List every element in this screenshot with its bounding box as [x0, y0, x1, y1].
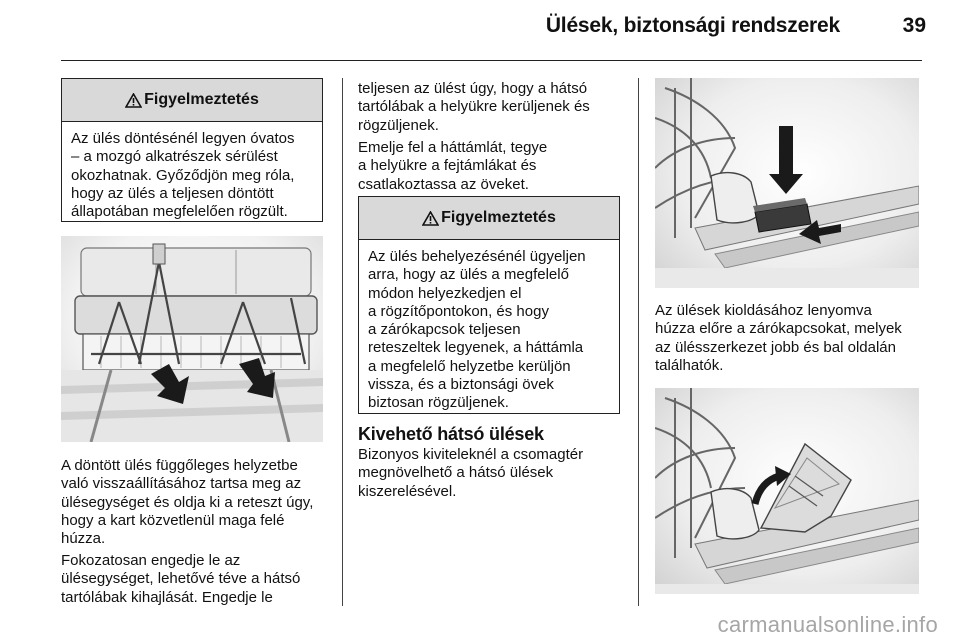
warning-line: vissza, és a biztonsági övek	[368, 376, 554, 394]
warning-line: Az ülés döntésénél legyen óvatos	[71, 130, 295, 147]
warning-triangle-icon	[422, 211, 439, 226]
warning-line: állapotában megfelelően rögzült.	[71, 203, 288, 221]
warning-line: a rögzítőpontokon, és hogy	[368, 302, 549, 320]
warning-line: okozhatnak. Győződjön meg róla,	[71, 166, 295, 184]
page-number: 39	[902, 14, 926, 37]
warning-label: Figyelmeztetés	[144, 91, 259, 108]
warning-line: Az ülés behelyezésénél ügyeljen	[368, 248, 586, 265]
paragraph-return-upright: A döntött ülés függőleges helyzetbe való visszaállításához tartsa meg az ülésegységet és oldja ki a reteszt úgy, hogy a kart közvetlenül maga felé húzza.	[61, 457, 314, 548]
warning-line: – a mozgó alkatrészek sérülést	[71, 148, 278, 166]
paragraph-removable-seats: Bizonyos kiviteleknél a csomagtér megnövelhető a hátsó ülések kiszerelésével.	[358, 446, 584, 500]
warning-line: módon helyezkedjen el	[368, 284, 522, 302]
paragraph-release-latches: Az ülések kioldásához lenyomva húzza előre a zárókapcsokat, melyek az ülésszerkezet jobb és bal oldalán találhatók.	[655, 302, 902, 374]
figure-seat-unit-tilt	[61, 236, 323, 442]
warning-header	[359, 197, 619, 240]
figure-latch-release	[655, 78, 919, 288]
column-divider-1	[342, 78, 343, 606]
page-header-title: Ülések, biztonsági rendszerek	[545, 14, 840, 37]
warning-line: reteszeltek legyenek, a háttámla	[368, 339, 584, 357]
warning-body	[359, 240, 619, 413]
warning-line: arra, hogy az ülés a megfelelő	[368, 266, 569, 284]
warning-line: a zárókapcsok teljesen	[368, 321, 521, 339]
warning-box-seat-tilting	[61, 78, 323, 222]
paragraph-continue-lower: teljesen az ülést úgy, hogy a hátsó tartólábak a helyükre kerüljenek és rögzüljenek.	[358, 80, 590, 134]
warning-line: a megfelelő helyzetbe kerüljön	[368, 357, 571, 375]
warning-body	[62, 122, 322, 221]
paragraph-lower-seat: Fokozatosan engedje le az ülésegységet, lehetővé téve a hátsó tartólábak kihajlását. Engedje le	[61, 552, 301, 606]
warning-label: Figyelmeztetés	[441, 209, 556, 226]
warning-line: biztosan rögzüljenek.	[368, 394, 509, 412]
header-rule	[61, 60, 922, 61]
warning-line: hogy az ülés a teljesen döntött	[71, 184, 274, 202]
warning-triangle-icon	[125, 93, 142, 108]
paragraph-raise-backrest: Emelje fel a háttámlát, tegye a helyükre a fejtámlákat és csatlakoztassa az öveket.	[358, 139, 548, 193]
section-heading-removable-seats: Kivehető hátsó ülések	[358, 424, 544, 444]
warning-box-seat-install	[358, 196, 620, 414]
watermark: carmanualsonline.info	[717, 612, 938, 637]
column-divider-2	[638, 78, 639, 606]
warning-header	[62, 79, 322, 122]
figure-latch-lifted	[655, 388, 919, 594]
